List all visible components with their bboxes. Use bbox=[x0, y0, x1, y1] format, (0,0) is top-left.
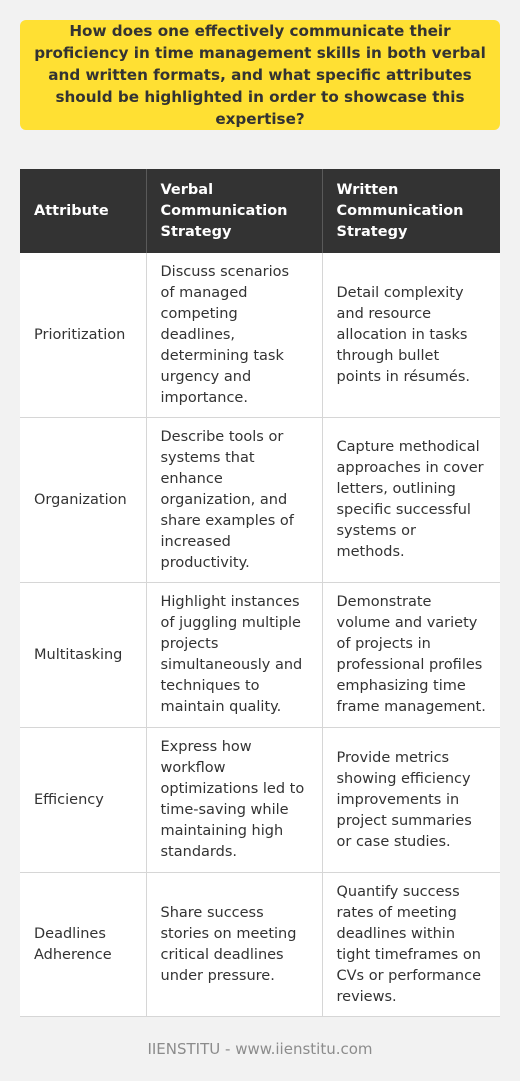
attribute-cell: Prioritization bbox=[20, 253, 146, 418]
written-strategy-cell: Capture methodical approaches in cover letters, outlining specific successful systems or methods. bbox=[322, 418, 500, 583]
question-text: How does one effectively communicate their proficiency in time management skills in both verbal and written formats, and what specific attributes should be highlighted in order to showcase this expertise? bbox=[34, 22, 486, 128]
table-header-row bbox=[20, 169, 500, 253]
footer-credit: IIENSTITU - www.iienstitu.com bbox=[147, 1040, 373, 1058]
table-row bbox=[20, 728, 500, 873]
table-row bbox=[20, 418, 500, 583]
verbal-strategy-cell: Discuss scenarios of managed competing deadlines, determining task urgency and importance. bbox=[146, 253, 322, 418]
header-attribute: Attribute bbox=[20, 169, 146, 253]
written-strategy-cell: Detail complexity and resource allocation in tasks through bullet points in résumés. bbox=[322, 253, 500, 418]
attribute-cell: Deadlines Adherence bbox=[20, 873, 146, 1017]
written-strategy-cell: Quantify success rates of meeting deadlines within tight timeframes on CVs or performance reviews. bbox=[322, 873, 500, 1017]
attribute-cell: Efficiency bbox=[20, 728, 146, 873]
attribute-cell: Multitasking bbox=[20, 583, 146, 728]
verbal-strategy-cell: Share success stories on meeting critical deadlines under pressure. bbox=[146, 873, 322, 1017]
strategy-table bbox=[20, 169, 500, 1017]
table-row bbox=[20, 253, 500, 418]
verbal-strategy-cell: Express how workflow optimizations led to time-saving while maintaining high standards. bbox=[146, 728, 322, 873]
table-row bbox=[20, 583, 500, 728]
question-box bbox=[20, 20, 500, 130]
table-row bbox=[20, 873, 500, 1017]
written-strategy-cell: Demonstrate volume and variety of projects in professional profiles emphasizing time frame management. bbox=[322, 583, 500, 728]
header-verbal-strategy: Verbal Communication Strategy bbox=[146, 169, 322, 253]
attribute-cell: Organization bbox=[20, 418, 146, 583]
verbal-strategy-cell: Highlight instances of juggling multiple projects simultaneously and techniques to maintain quality. bbox=[146, 583, 322, 728]
verbal-strategy-cell: Describe tools or systems that enhance organization, and share examples of increased productivity. bbox=[146, 418, 322, 583]
written-strategy-cell: Provide metrics showing efficiency improvements in project summaries or case studies. bbox=[322, 728, 500, 873]
header-written-strategy: Written Communication Strategy bbox=[322, 169, 500, 253]
